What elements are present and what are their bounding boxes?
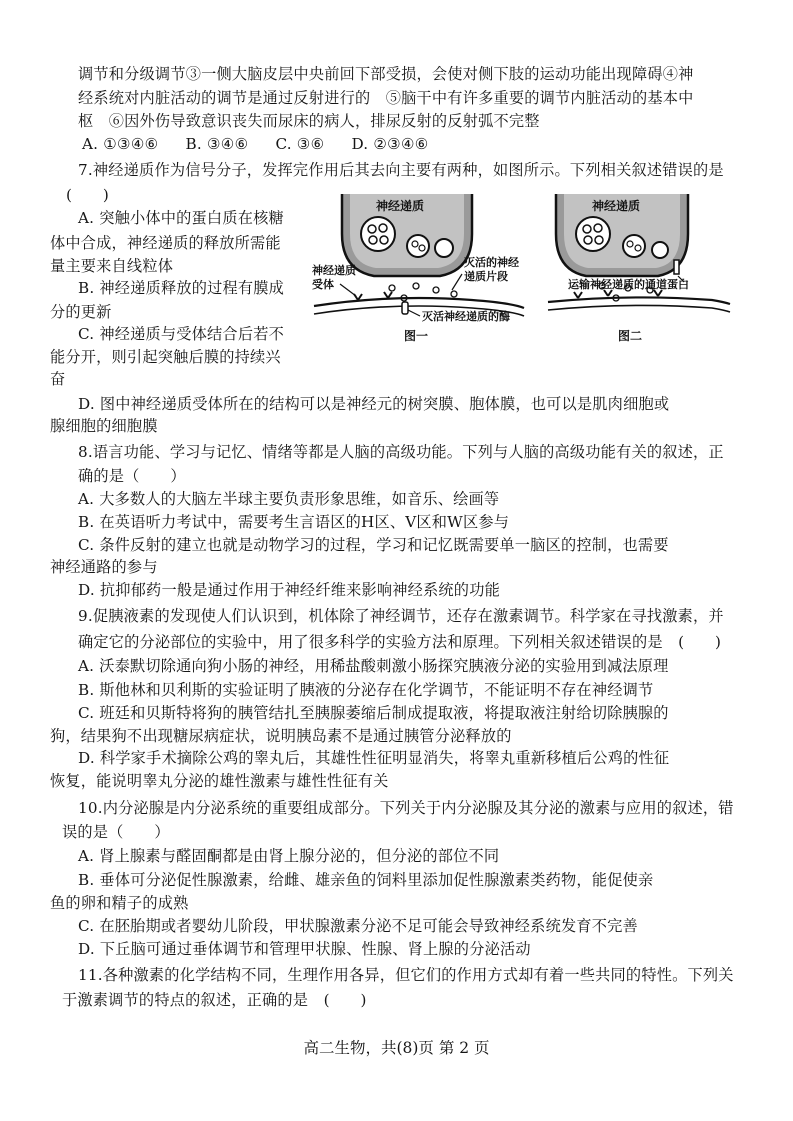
fig1-caption: 图一 [404, 329, 429, 343]
q7-option-d: D. 图中神经递质受体所在的结构可以是神经元的树突膜、胞体膜，也可以是肌肉细胞或 [78, 395, 670, 413]
q9-option-d-cont: 恢复，能说明睾丸分泌的雄性激素与雄性性征有关 [50, 772, 389, 790]
q10-option-a: A. 肾上腺素与醛固酮都是由肾上腺分泌的，但分泌的部位不同 [78, 847, 500, 865]
q9-option-c: C. 班廷和贝斯特将狗的胰管结扎至胰腺萎缩后制成提取液，将提取液注射给切除胰腺的 [78, 704, 669, 722]
enzyme-shape [402, 302, 408, 314]
q6-option-b: B. ③④⑥ [185, 135, 249, 153]
fig1-fragment-label: 灭活的神经 [464, 256, 519, 269]
q10-option-d: D. 下丘脑可通过垂体调节和管理甲状腺、性腺、肾上腺的分泌活动 [78, 940, 531, 958]
fig1-fragment-label-line2: 递质片段 [464, 270, 508, 283]
q7-option-b-cont: 分的更新 [50, 303, 112, 321]
q6-options [82, 134, 451, 154]
fig1-receptor-label: 神经递质 [312, 264, 356, 277]
q9-stem: 9.促胰液素的发现使人们认识到，机体除了神经调节，还存在激素调节。科学家在寻找激素，并 [78, 607, 724, 625]
q6-option-c: C. ③⑥ [275, 135, 325, 153]
q8-option-c: C. 条件反射的建立也就是动物学习的过程，学习和记忆既需要单一脑区的控制，也需要 [78, 536, 669, 554]
synaptic-vesicle [407, 235, 429, 257]
fig1-enzyme-label: 灭活神经递质的酶 [422, 310, 510, 323]
q10-option-c: C. 在胚胎期或者婴幼儿阶段，甲状腺激素分泌不足可能会导致神经系统发育不完善 [78, 917, 638, 935]
q7-answer-blank: ( ) [66, 186, 110, 204]
fig2-channel-label: 运输神经递质的通道蛋白 [568, 278, 689, 291]
q10-option-b-cont: 鱼的卵和精子的成熟 [50, 894, 189, 912]
q6-option-d: D. ②③④⑥ [351, 135, 429, 153]
q8-stem-cont: 确的是（ ） [78, 467, 186, 485]
synaptic-vesicle [361, 217, 395, 251]
q8-option-c-cont: 神经通路的参与 [50, 558, 158, 576]
q7-option-a-cont: 体中合成，神经递质的释放所需能 [50, 234, 281, 252]
figure-two [548, 194, 730, 343]
q8-stem: 8.语言功能、学习与记忆、情绪等都是人脑的高级功能。下列与人脑的高级功能有关的叙述，正 [78, 443, 724, 461]
q9-stem-cont: 确定它的分泌部位的实验中，用了很多科学的实验方法和原理。下列相关叙述错误的是 ( ) [78, 633, 722, 651]
q7-option-b: B. 神经递质释放的过程有膜成 [78, 279, 285, 297]
q9-option-d: D. 科学家手术摘除公鸡的睾丸后，其雄性性征明显消失，将睾丸重新移植后公鸡的性征 [78, 749, 670, 767]
q6-text-line: 调节和分级调节③一侧大脑皮层中央前回下部受损，会使对侧下肢的运动功能出现障碍④神 [78, 65, 694, 83]
q10-stem-cont: 误的是（ ） [62, 823, 170, 841]
fig1-receptor-label-line2: 受体 [312, 278, 334, 291]
q8-option-b: B. 在英语听力考试中，需要考生言语区的H区、V区和W区参与 [78, 513, 510, 531]
fig2-caption: 图二 [618, 329, 643, 343]
q9-option-b: B. 斯他林和贝利斯的实验证明了胰液的分泌存在化学调节，不能证明不存在神经调节 [78, 681, 654, 699]
q9-option-a: A. 沃泰默切除通向狗小肠的神经，用稀盐酸刺激小肠探究胰液分泌的实验用到减法原理 [78, 657, 669, 675]
q7-option-c-cont: 奋 [50, 370, 66, 388]
q7-option-c-cont: 能分开，则引起突触后膜的持续兴 [50, 348, 281, 366]
q10-stem: 10.内分泌腺是内分泌系统的重要组成部分。下列关于内分泌腺及其分泌的激素与应用的叙述，错 [78, 799, 734, 817]
q7-stem: 7.神经递质作为信号分子，发挥完作用后其去向主要有两种，如图所示。下列相关叙述错误的是 [78, 161, 724, 179]
figure-one [312, 194, 524, 343]
channel-protein [674, 260, 679, 274]
q8-option-d: D. 抗抑郁药一般是通过作用于神经纤维来影响神经系统的功能 [78, 581, 500, 599]
q11-stem-cont: 于激素调节的特点的叙述，正确的是 ( ) [62, 991, 367, 1009]
q7-option-d-cont: 腺细胞的细胞膜 [50, 417, 158, 435]
page-footer: 高二生物，共(8)页 第 2 页 [303, 1039, 490, 1057]
q7-option-a-cont: 量主要来自线粒体 [50, 257, 174, 275]
q10-option-b: B. 垂体可分泌促性腺激素，给雌、雄亲鱼的饲料里添加促性腺激素类药物，能促使亲 [78, 871, 654, 889]
q6-option-a: A. ①③④⑥ [82, 135, 159, 153]
q8-option-a: A. 大多数人的大脑左半球主要负责形象思维，如音乐、绘画等 [78, 490, 500, 508]
fig2-transmitter-label: 神经递质 [592, 199, 641, 213]
q7-option-c: C. 神经递质与受体结合后若不 [78, 325, 284, 343]
q6-text-line: 经系统对内脏活动的调节是通过反射进行的 ⑤脑干中有许多重要的调节内脏活动的基本中 [78, 89, 694, 107]
q7-option-a: A. 突触小体中的蛋白质在核糖 [78, 209, 284, 227]
q9-option-c-cont: 狗，结果狗不出现糖尿病症状，说明胰岛素不是通过胰管分泌释放的 [50, 727, 512, 745]
q11-stem: 11.各种激素的化学结构不同，生理作用各异，但它们的作用方式却有着一些共同的特性。下列关 [78, 966, 734, 984]
fig1-transmitter-label: 神经递质 [376, 199, 425, 213]
q6-text-line: 枢 ⑥因外伤导致意识丧失而尿床的病人，排尿反射的反射弧不完整 [78, 112, 540, 130]
synapse-figure [312, 190, 732, 346]
